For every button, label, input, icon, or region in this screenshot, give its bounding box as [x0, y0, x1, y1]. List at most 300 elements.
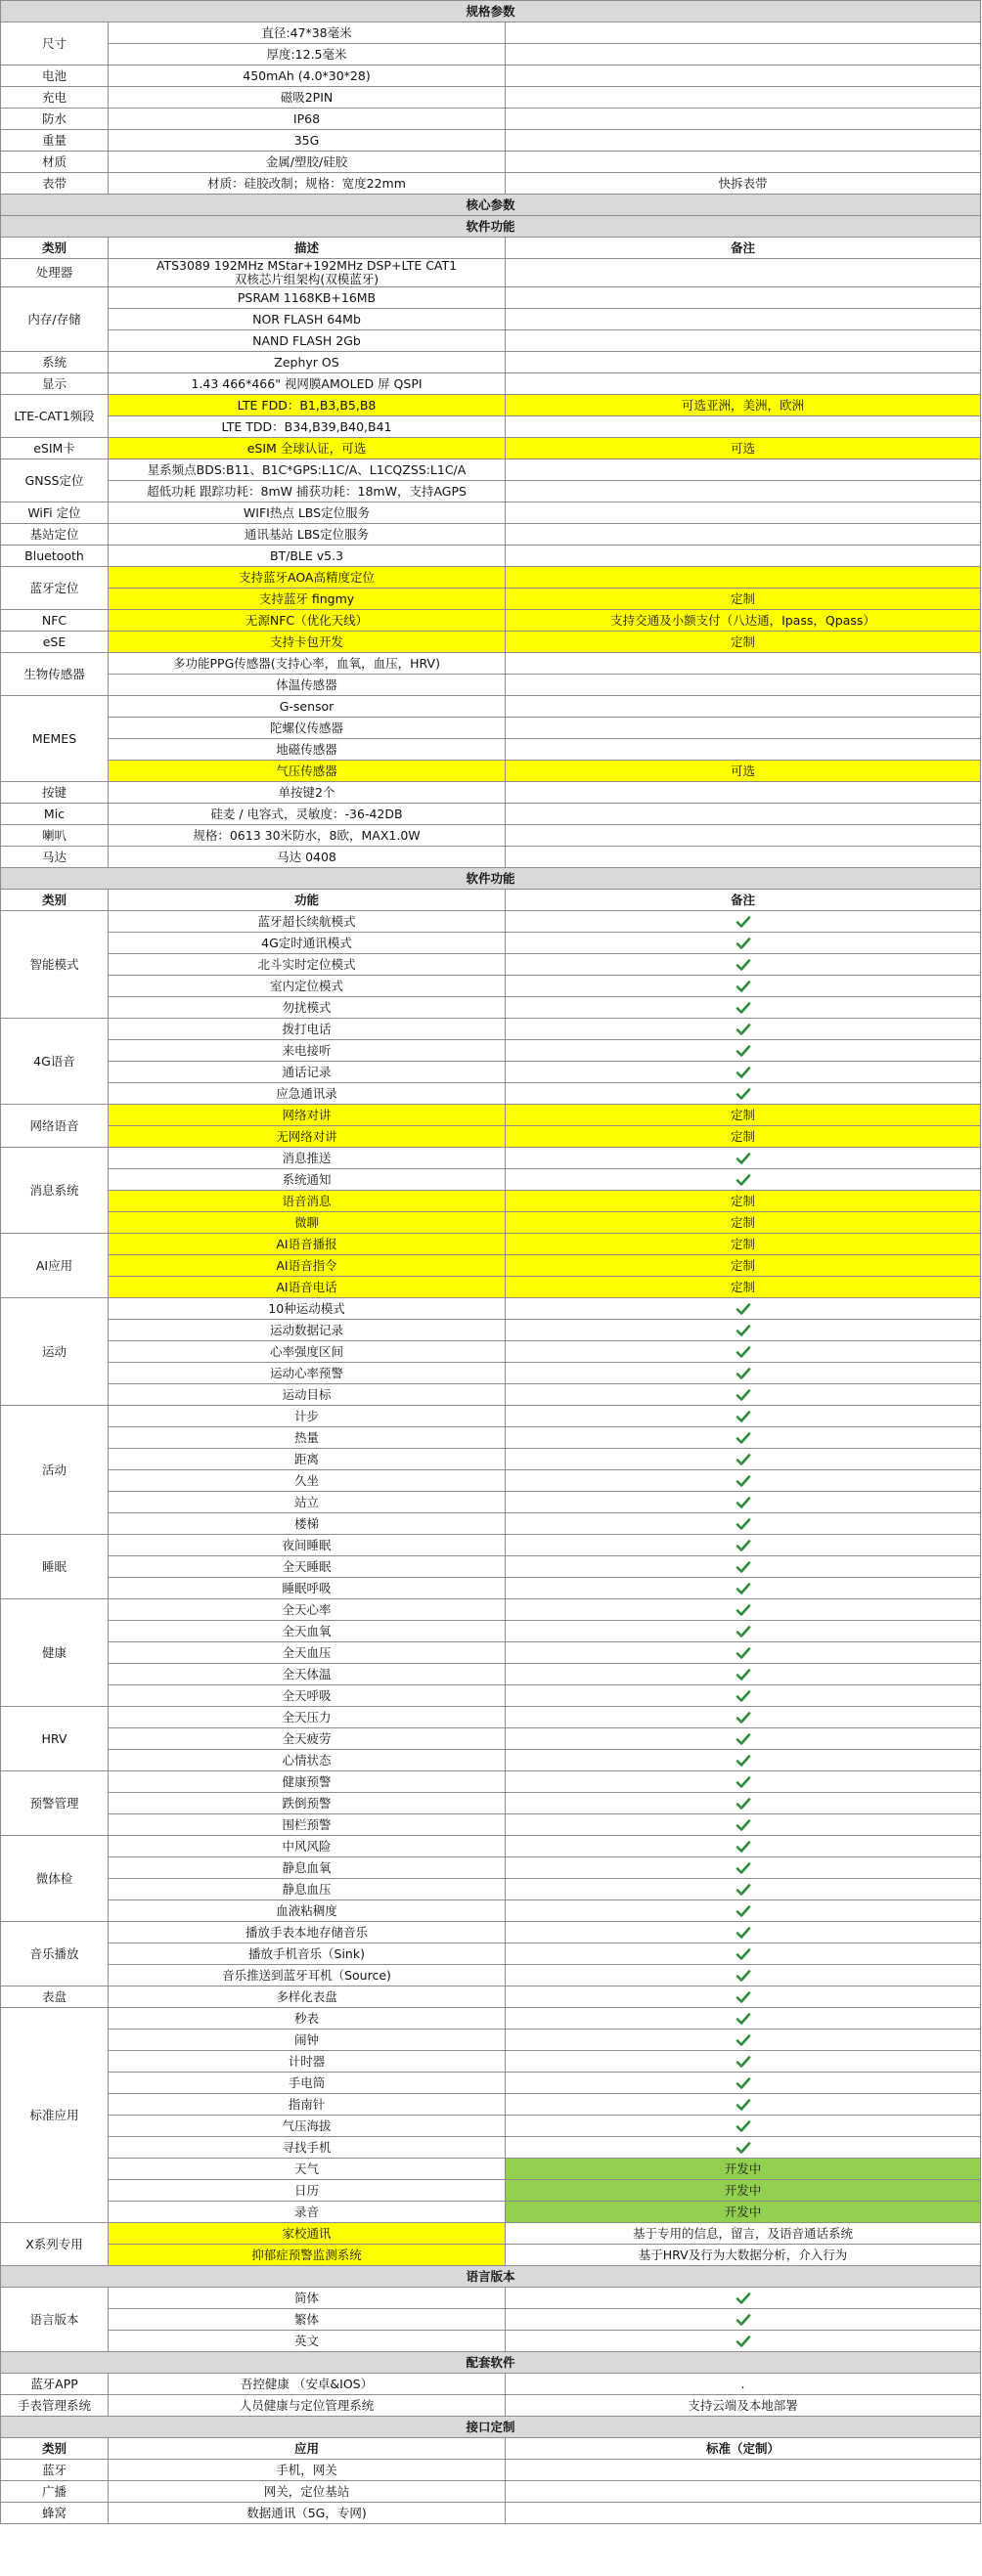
- check-cell: [506, 1062, 981, 1083]
- table-row: [1, 1900, 981, 1922]
- iface-cellular-value: 数据通讯（5G，专网): [109, 2503, 506, 2524]
- row-label-ese: eSE: [1, 632, 109, 653]
- table-row: [1, 1148, 981, 1169]
- check-icon: [736, 1625, 751, 1638]
- function-msg-3: 微聊: [109, 1212, 506, 1234]
- row-label-bt: Bluetooth: [1, 546, 109, 567]
- check-icon: [736, 1775, 751, 1789]
- note-custom: 定制: [506, 1255, 981, 1277]
- check-cell: [506, 1298, 981, 1320]
- app-note: .: [506, 2374, 981, 2395]
- function-smart-2: 北斗实时定位模式: [109, 954, 506, 976]
- table-row: [1, 2288, 981, 2309]
- row-label-activity: 活动: [1, 1406, 109, 1535]
- table-row: [1, 2202, 981, 2223]
- check-cell: [506, 997, 981, 1019]
- row-label-sport: 运动: [1, 1298, 109, 1406]
- check-icon: [736, 1969, 751, 1983]
- memes-gyro: 陀螺仪传感器: [109, 718, 506, 739]
- function-music-0: 播放手表本地存储音乐: [109, 1922, 506, 1943]
- table-row: [1, 1922, 981, 1943]
- function-ai-1: AI语音指令: [109, 1255, 506, 1277]
- cell-value: 通讯基站 LBS定位服务: [109, 524, 506, 546]
- bio-ppg: 多功能PPG传感器(支持心率，血氧，血压，HRV): [109, 653, 506, 675]
- function-sport-2: 心率强度区间: [109, 1341, 506, 1363]
- check-icon: [736, 1410, 751, 1423]
- row-label-charge: 充电: [1, 87, 109, 109]
- check-icon: [736, 2119, 751, 2133]
- row-label-esim: eSIM卡: [1, 438, 109, 459]
- check-cell: [506, 1857, 981, 1879]
- function-msg-0: 消息推送: [109, 1148, 506, 1169]
- cpu-value: ATS3089 192MHz MStar+192MHz DSP+LTE CAT1 双核芯片组架构(双模蓝牙): [109, 259, 506, 287]
- check-cell: [506, 2137, 981, 2159]
- check-icon: [736, 1947, 751, 1961]
- check-icon: [736, 1044, 751, 1058]
- table-row: [1, 1384, 981, 1406]
- os-value: Zephyr OS: [109, 352, 506, 373]
- row-label-strap: 表带: [1, 173, 109, 195]
- check-icon: [736, 1474, 751, 1488]
- table-row: [1, 1449, 981, 1470]
- row-label-water: 防水: [1, 109, 109, 130]
- table-row: [1, 1599, 981, 1621]
- check-icon: [736, 1646, 751, 1660]
- function-micro-1: 静息血氧: [109, 1857, 506, 1879]
- section-title-spec: 规格参数: [1, 1, 981, 22]
- charge-value: 磁吸2PIN: [109, 87, 506, 109]
- check-icon: [736, 2033, 751, 2047]
- function-xseries-0: 家校通讯: [109, 2223, 506, 2245]
- table-row: [1, 1169, 981, 1191]
- function-micro-2: 静息血压: [109, 1879, 506, 1900]
- note-dev: 开发中: [506, 2159, 981, 2180]
- check-cell: [506, 2116, 981, 2137]
- check-cell: [506, 1685, 981, 1707]
- function-voice4g-2: 通话记录: [109, 1062, 506, 1083]
- row-label-health: 健康: [1, 1599, 109, 1707]
- function-netvoice-0: 网络对讲: [109, 1105, 506, 1126]
- check-icon: [736, 2012, 751, 2026]
- row-label-music: 音乐播放: [1, 1922, 109, 1987]
- table-row: [1, 1363, 981, 1384]
- function-health-3: 全天体温: [109, 1664, 506, 1685]
- table-row: [1, 1105, 981, 1126]
- row-label-cell: 基站定位: [1, 524, 109, 546]
- check-cell: [506, 1599, 981, 1621]
- function-std-0: 秒表: [109, 2008, 506, 2030]
- table-row: [1, 1728, 981, 1750]
- check-cell: [506, 1900, 981, 1922]
- table-row: [1, 1556, 981, 1578]
- check-cell: [506, 954, 981, 976]
- function-activity-5: 楼梯: [109, 1513, 506, 1535]
- function-std-3: 手电筒: [109, 2073, 506, 2094]
- table-row: [1, 1793, 981, 1814]
- strap-value: 材质：硅胶改制；规格：宽度22mm: [109, 173, 506, 195]
- check-cell: [506, 1750, 981, 1771]
- check-cell: [506, 1492, 981, 1513]
- table-row: [1, 1857, 981, 1879]
- function-sport-3: 运动心率预警: [109, 1363, 506, 1384]
- table-row: [1, 1019, 981, 1040]
- function-smart-4: 勿扰模式: [109, 997, 506, 1019]
- table-row: [1, 1750, 981, 1771]
- check-icon: [736, 1023, 751, 1036]
- function-sleep-1: 全天睡眠: [109, 1556, 506, 1578]
- memes-baro: 气压传感器: [109, 761, 506, 782]
- spk-value: 规格：0613 30米防水，8欧，MAX1.0W: [109, 825, 506, 847]
- check-icon: [736, 2055, 751, 2069]
- table-row: [1, 1040, 981, 1062]
- table-row: [1, 1341, 981, 1363]
- row-label-lte: LTE-CAT1频段: [1, 395, 109, 438]
- row-label-iface-bt: 蓝牙: [1, 2460, 109, 2481]
- check-cell: [506, 1836, 981, 1857]
- note-dev: 开发中: [506, 2180, 981, 2202]
- check-icon: [736, 2098, 751, 2112]
- check-cell: [506, 1793, 981, 1814]
- table-row: [1, 1406, 981, 1427]
- function-std-2: 计时器: [109, 2051, 506, 2073]
- check-cell: [506, 1040, 981, 1062]
- table-row: [1, 1234, 981, 1255]
- row-label-iface-broadcast: 广播: [1, 2481, 109, 2503]
- row-label-btloc: 蓝牙定位: [1, 567, 109, 610]
- row-label-battery: 电池: [1, 65, 109, 87]
- check-icon: [736, 1711, 751, 1725]
- check-icon: [736, 1066, 751, 1079]
- function-health-0: 全天心率: [109, 1599, 506, 1621]
- section-title-sw: 软件功能: [1, 868, 981, 890]
- check-icon: [736, 958, 751, 972]
- table-row: [1, 2008, 981, 2030]
- table-row: [1, 933, 981, 954]
- row-label-mic: Mic: [1, 804, 109, 825]
- row-label-weight: 重量: [1, 130, 109, 152]
- memes-gsensor: G-sensor: [109, 696, 506, 718]
- bt-value: BT/BLE v5.3: [109, 546, 506, 567]
- function-xseries-1: 抑郁症预警监测系统: [109, 2245, 506, 2266]
- check-cell: [506, 1814, 981, 1836]
- section-title-software: 配套软件: [1, 2352, 981, 2374]
- check-cell: [506, 1879, 981, 1900]
- row-label-dial: 表盘: [1, 1987, 109, 2008]
- check-icon: [736, 937, 751, 950]
- memes-baro-note: 可选: [506, 761, 981, 782]
- function-std-8: 日历: [109, 2180, 506, 2202]
- check-cell: [506, 1083, 981, 1105]
- function-std-1: 闹钟: [109, 2030, 506, 2051]
- gnss-power: 超低功耗 跟踪功耗：8mW 捕获功耗：18mW，支持AGPS: [109, 481, 506, 502]
- function-ai-2: AI语音电话: [109, 1277, 506, 1298]
- check-icon: [736, 1302, 751, 1316]
- function-ai-0: AI语音播报: [109, 1234, 506, 1255]
- mgmt-value: 人员健康与定位管理系统: [109, 2395, 506, 2417]
- check-cell: [506, 1341, 981, 1363]
- table-row: [1, 1685, 981, 1707]
- table-row: [1, 1664, 981, 1685]
- table-row: [1, 2116, 981, 2137]
- table-row: [1, 2245, 981, 2266]
- table-row: [1, 2030, 981, 2051]
- check-cell: [506, 1943, 981, 1965]
- table-row: [1, 2309, 981, 2331]
- check-cell: [506, 2309, 981, 2331]
- function-sport-1: 运动数据记录: [109, 1320, 506, 1341]
- check-cell: [506, 1320, 981, 1341]
- function-activity-4: 站立: [109, 1492, 506, 1513]
- function-sport-4: 运动目标: [109, 1384, 506, 1406]
- function-std-9: 录音: [109, 2202, 506, 2223]
- app-value: 吾控健康 （安卓&IOS）: [109, 2374, 506, 2395]
- check-cell: [506, 976, 981, 997]
- check-icon: [736, 1603, 751, 1617]
- check-icon: [736, 1883, 751, 1897]
- iface-broadcast-value: 网关，定位基站: [109, 2481, 506, 2503]
- col-header-desc: 描述: [109, 238, 506, 259]
- row-label-motor: 马达: [1, 847, 109, 868]
- display-value: 1.43 466*466" 视网膜AMOLED 屏 QSPI: [109, 373, 506, 395]
- table-row: [1, 1621, 981, 1642]
- function-dial-0: 多样化表盘: [109, 1987, 506, 2008]
- key-value: 单按键2个: [109, 782, 506, 804]
- function-activity-1: 热量: [109, 1427, 506, 1449]
- iface-bt-value: 手机，网关: [109, 2460, 506, 2481]
- check-cell: [506, 1556, 981, 1578]
- row-label-bio: 生物传感器: [1, 653, 109, 696]
- check-icon: [736, 1324, 751, 1337]
- check-cell: [506, 2288, 981, 2309]
- row-label-msg: 消息系统: [1, 1148, 109, 1234]
- row-label-netvoice: 网络语音: [1, 1105, 109, 1148]
- mem-nor: NOR FLASH 64Mb: [109, 309, 506, 330]
- check-icon: [736, 1173, 751, 1187]
- motor-value: 马达 0408: [109, 847, 506, 868]
- function-activity-3: 久坐: [109, 1470, 506, 1492]
- check-cell: [506, 2094, 981, 2116]
- row-label-lang: 语言版本: [1, 2288, 109, 2352]
- function-hrv-0: 全天压力: [109, 1707, 506, 1728]
- check-icon: [736, 1990, 751, 2004]
- function-std-4: 指南针: [109, 2094, 506, 2116]
- function-activity-0: 计步: [109, 1406, 506, 1427]
- check-icon: [736, 915, 751, 929]
- function-activity-2: 距离: [109, 1449, 506, 1470]
- function-hrv-2: 心情状态: [109, 1750, 506, 1771]
- row-label-mem: 内存/存储: [1, 287, 109, 352]
- note-custom: 定制: [506, 1277, 981, 1298]
- function-warn-0: 健康预警: [109, 1771, 506, 1793]
- table-row: [1, 954, 981, 976]
- bio-temp: 体温传感器: [109, 675, 506, 696]
- check-icon: [736, 1926, 751, 1940]
- table-row: [1, 2180, 981, 2202]
- note-custom: 定制: [506, 1212, 981, 1234]
- nfc-note: 支持交通及小额支付（八达通，Ipass，Qpass）: [506, 610, 981, 632]
- check-icon: [736, 1345, 751, 1359]
- row-label-micro: 微体检: [1, 1836, 109, 1922]
- lte-fdd: LTE FDD：B1,B3,B5,B8: [109, 395, 506, 416]
- check-cell: [506, 911, 981, 933]
- function-smart-1: 4G定时通讯模式: [109, 933, 506, 954]
- table-row: [1, 976, 981, 997]
- table-row: [1, 1987, 981, 2008]
- check-icon: [736, 1797, 751, 1811]
- mem-psram: PSRAM 1168KB+16MB: [109, 287, 506, 309]
- check-cell: [506, 1621, 981, 1642]
- row-label-nfc: NFC: [1, 610, 109, 632]
- check-cell: [506, 1707, 981, 1728]
- check-cell: [506, 1384, 981, 1406]
- function-voice4g-3: 应急通讯录: [109, 1083, 506, 1105]
- function-voice4g-1: 来电接听: [109, 1040, 506, 1062]
- table-row: [1, 1083, 981, 1105]
- note-custom: 定制: [506, 1191, 981, 1212]
- function-health-4: 全天呼吸: [109, 1685, 506, 1707]
- col-header-category: 类别: [1, 2438, 109, 2460]
- check-cell: [506, 1578, 981, 1599]
- function-std-5: 气压海拔: [109, 2116, 506, 2137]
- row-label-cpu: 处理器: [1, 259, 109, 287]
- size-thickness: 厚度:12.5毫米: [109, 44, 506, 65]
- function-music-1: 播放手机音乐（Sink): [109, 1943, 506, 1965]
- function-std-7: 天气: [109, 2159, 506, 2180]
- table-row: [1, 2331, 981, 2352]
- function-music-2: 音乐推送到蓝牙耳机（Source): [109, 1965, 506, 1987]
- btloc-fingmy-note: 定制: [506, 589, 981, 610]
- lang-item-2: 英文: [109, 2331, 506, 2352]
- row-label-sleep: 睡眠: [1, 1535, 109, 1599]
- table-row: [1, 997, 981, 1019]
- check-icon: [736, 1496, 751, 1509]
- check-icon: [736, 1087, 751, 1101]
- check-cell: [506, 1363, 981, 1384]
- btloc-aoa: 支持蓝牙AOA高精度定位: [109, 567, 506, 589]
- row-label-voice4g: 4G语音: [1, 1019, 109, 1105]
- check-cell: [506, 2008, 981, 2030]
- check-cell: [506, 2331, 981, 2352]
- esim-value: eSIM 全球认证，可选: [109, 438, 506, 459]
- note-custom: 定制: [506, 1105, 981, 1126]
- check-cell: [506, 1169, 981, 1191]
- function-smart-0: 蓝牙超长续航模式: [109, 911, 506, 933]
- strap-note: 快拆表带: [506, 173, 981, 195]
- table-row: [1, 1470, 981, 1492]
- check-icon: [736, 1582, 751, 1595]
- check-cell: [506, 1642, 981, 1664]
- table-row: [1, 1126, 981, 1148]
- section-title-iface: 接口定制: [1, 2417, 981, 2438]
- table-row: [1, 1255, 981, 1277]
- table-row: [1, 2094, 981, 2116]
- table-row: [1, 2159, 981, 2180]
- check-cell: [506, 1728, 981, 1750]
- mem-nand: NAND FLASH 2Gb: [109, 330, 506, 352]
- check-icon: [736, 1754, 751, 1768]
- col-header-app: 应用: [109, 2438, 506, 2460]
- function-msg-2: 语音消息: [109, 1191, 506, 1212]
- check-cell: [506, 1406, 981, 1427]
- note-xseries-0: 基于专用的信息，留言，及语音通话系统: [506, 2223, 981, 2245]
- ese-note: 定制: [506, 632, 981, 653]
- wifi-value: WIFI热点 LBS定位服务: [109, 502, 506, 524]
- row-label-std: 标准应用: [1, 2008, 109, 2223]
- check-icon: [736, 1388, 751, 1402]
- table-row: [1, 1191, 981, 1212]
- row-label-app: 蓝牙APP: [1, 2374, 109, 2395]
- section-title-core: 核心参数: [1, 195, 981, 216]
- function-health-2: 全天血压: [109, 1642, 506, 1664]
- table-row: [1, 1943, 981, 1965]
- table-row: [1, 1836, 981, 1857]
- check-cell: [506, 1535, 981, 1556]
- table-row: [1, 1707, 981, 1728]
- water-value: IP68: [109, 109, 506, 130]
- function-sleep-2: 睡眠呼吸: [109, 1578, 506, 1599]
- row-label-iface-cellular: 蜂窝: [1, 2503, 109, 2524]
- table-row: [1, 1212, 981, 1234]
- row-label-mgmt: 手表管理系统: [1, 2395, 109, 2417]
- check-icon: [736, 1152, 751, 1165]
- check-icon: [736, 2076, 751, 2090]
- check-icon: [736, 2141, 751, 2155]
- check-icon: [736, 1517, 751, 1531]
- check-icon: [736, 1431, 751, 1445]
- note-custom: 定制: [506, 1234, 981, 1255]
- col-header-function: 功能: [109, 890, 506, 911]
- table-row: [1, 1427, 981, 1449]
- row-label-warn: 预警管理: [1, 1771, 109, 1836]
- table-row: [1, 1965, 981, 1987]
- section-title-hw: 软件功能: [1, 216, 981, 238]
- row-label-wifi: WiFi 定位: [1, 502, 109, 524]
- table-row: [1, 1771, 981, 1793]
- col-header-category: 类别: [1, 890, 109, 911]
- row-label-display: 显示: [1, 373, 109, 395]
- check-icon: [736, 1840, 751, 1854]
- function-micro-3: 血液粘稠度: [109, 1900, 506, 1922]
- col-header-note: 备注: [506, 238, 981, 259]
- check-icon: [736, 1001, 751, 1015]
- mic-value: 硅麦 / 电容式，灵敏度：-36-42DB: [109, 804, 506, 825]
- row-label-smart: 智能模式: [1, 911, 109, 1019]
- check-icon: [736, 1560, 751, 1574]
- function-hrv-1: 全天疲劳: [109, 1728, 506, 1750]
- col-header-category: 类别: [1, 238, 109, 259]
- table-row: [1, 2223, 981, 2245]
- function-std-6: 寻找手机: [109, 2137, 506, 2159]
- check-icon: [736, 1861, 751, 1875]
- nfc-value: 无源NFC（优化天线）: [109, 610, 506, 632]
- lang-item-0: 简体: [109, 2288, 506, 2309]
- table-row: [1, 1642, 981, 1664]
- check-cell: [506, 1427, 981, 1449]
- check-cell: [506, 1019, 981, 1040]
- function-warn-1: 跌倒预警: [109, 1793, 506, 1814]
- row-label-xseries: X系列专用: [1, 2223, 109, 2266]
- size-diameter: 直径:47*38毫米: [109, 22, 506, 44]
- table-row: [1, 1298, 981, 1320]
- row-label-key: 按键: [1, 782, 109, 804]
- lang-item-1: 繁体: [109, 2309, 506, 2331]
- btloc-fingmy: 支持蓝牙 fingmy: [109, 589, 506, 610]
- row-label-gnss: GNSS定位: [1, 459, 109, 502]
- row-label-material: 材质: [1, 152, 109, 173]
- note-dev: 开发中: [506, 2202, 981, 2223]
- table-row: [1, 1320, 981, 1341]
- ese-value: 支持卡包开发: [109, 632, 506, 653]
